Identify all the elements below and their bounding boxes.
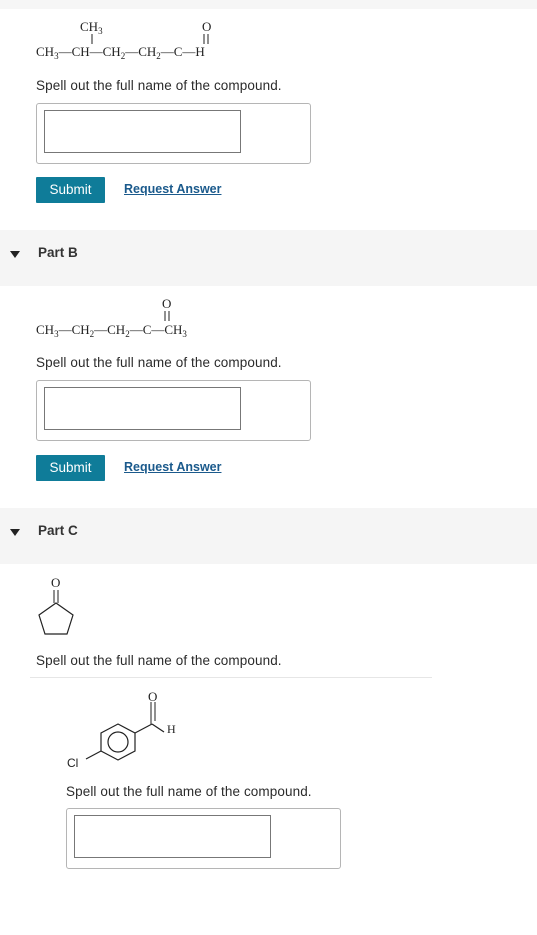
part-c-carbonyl-o: O: [51, 575, 61, 590]
part-d-structure: [64, 688, 194, 777]
divider: [30, 677, 432, 678]
part-a-prompt: Spell out the full name of the compound.: [36, 78, 282, 93]
part-a-chain: $CH_3—CH—CH_2—CH_2—C—H$: [36, 44, 205, 61]
part-b-request-answer-link[interactable]: Request Answer: [124, 460, 222, 474]
part-c-cyclopentanone-drawing: [30, 572, 90, 640]
part-b-prompt: Spell out the full name of the compound.: [36, 355, 282, 370]
part-d-answer-input[interactable]: [74, 815, 271, 858]
part-a-request-answer-link[interactable]: Request Answer: [124, 182, 222, 196]
part-a-submit-button[interactable]: Submit: [36, 177, 105, 203]
part-c-title: Part C: [38, 523, 78, 538]
part-b-submit-button[interactable]: Submit: [36, 455, 105, 481]
part-a-branch-ch3: $CH_3$: [80, 19, 103, 36]
part-a-answer-box: [36, 103, 311, 164]
part-c-structure: [30, 572, 90, 645]
part-b-structure-drawing: [30, 294, 230, 340]
part-a-structure-drawing: [30, 14, 260, 66]
part-d-chloro: Cl: [67, 756, 79, 770]
part-b-answer-box: [36, 380, 311, 441]
part-d-carbonyl-o: O: [148, 689, 158, 704]
part-a-carbonyl-o: O: [202, 19, 212, 34]
part-a-answer-input[interactable]: [44, 110, 241, 153]
part-c-header[interactable]: [0, 508, 537, 564]
part-b-structure: [30, 294, 230, 345]
part-b-header[interactable]: [0, 230, 537, 286]
part-c-prompt: Spell out the full name of the compound.: [36, 653, 282, 668]
part-d-answer-box: [66, 808, 341, 869]
part-b-answer-input[interactable]: [44, 387, 241, 430]
part-d-prompt: Spell out the full name of the compound.: [66, 784, 312, 799]
part-d-aldehyde-h: H: [167, 722, 176, 736]
caret-down-icon: [10, 529, 20, 536]
caret-down-icon: [10, 251, 20, 258]
top-strip: [0, 0, 537, 9]
part-b-chain: $CH_3—CH_2—CH_2—C—CH_3$: [36, 322, 187, 339]
part-b-carbonyl-o: O: [162, 296, 172, 311]
part-b-title: Part B: [38, 245, 78, 260]
part-d-chlorobenzaldehyde-drawing: [64, 688, 194, 772]
part-a-structure: [30, 14, 260, 71]
